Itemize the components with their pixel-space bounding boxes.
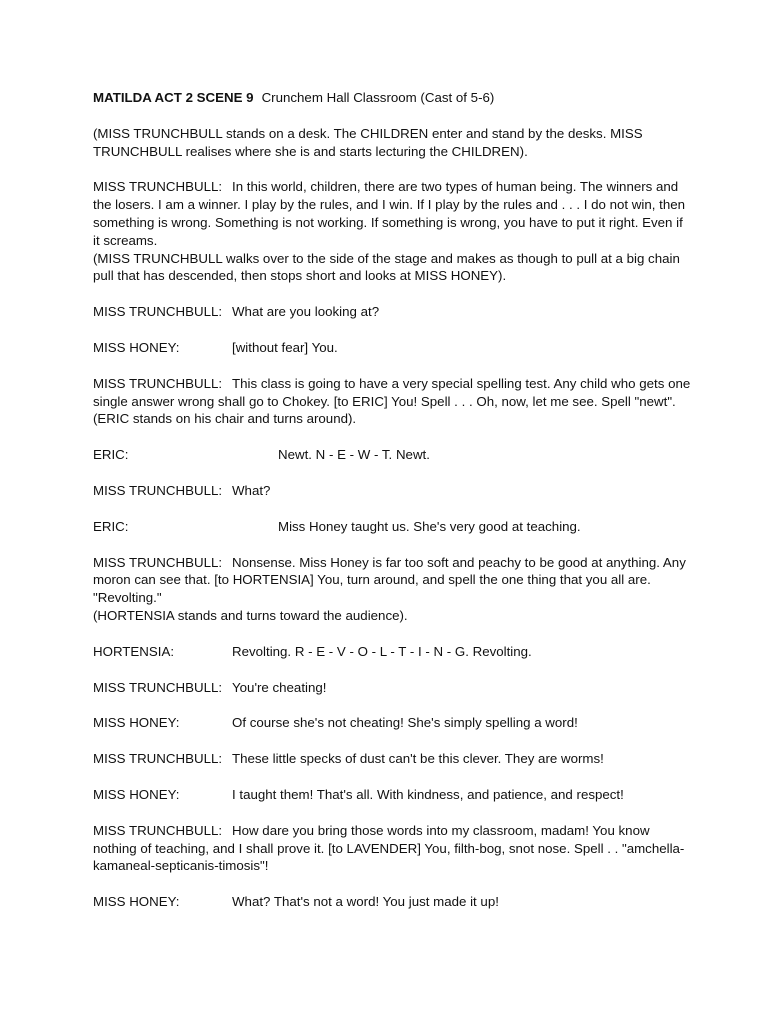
line-text: In this world, children, there are two types of human being. The winners and the losers. I am a winner. I play by the rules, and I win. If I play by the rules and . . . I do not win, then something is wrong. Something is not working. If something is wrong, you have to put it right. Even if it screams.: [93, 179, 686, 248]
dialogue-text: [93, 679, 693, 697]
line-text: How dare you bring those words into my classroom, madam! You know nothing of teaching, and I shall prove it. [to LAVENDER] You, filth-bog, snot nose. Spell . . "amchella-kamaneal-septicanis-timosis"!: [93, 822, 685, 874]
dialogue-line: [93, 339, 693, 357]
dialogue-line: [93, 750, 693, 768]
speaker-name: MISS HONEY:: [93, 894, 180, 910]
speaker-name: ERIC:: [93, 447, 129, 463]
stage-direction-text: (HORTENSIA stands and turns toward the audience).: [93, 607, 408, 623]
line-text: What are you looking at?: [232, 304, 380, 320]
line-text: These little specks of dust can't be this clever. They are worms!: [232, 751, 604, 767]
dialogue-line: [93, 714, 693, 732]
dialogue-line: [93, 518, 693, 536]
dialogue-line: [93, 679, 693, 697]
line-text: I taught them! That's all. With kindness, and patience, and respect!: [232, 786, 624, 802]
dialogue-text: [93, 714, 693, 732]
speaker-name: MISS HONEY:: [93, 715, 180, 731]
dialogue-line: [93, 446, 693, 464]
stage-direction-text: (MISS TRUNCHBULL walks over to the side of the stage and makes as though to pull at a big chain pull that has descended, then stops short and looks at MISS HONEY).: [93, 250, 680, 284]
dialogue-text: [93, 786, 693, 804]
line-text: Nonsense. Miss Honey is far too soft and peachy to be good at anything. Any moron can see that. [to HORTENSIA] You, turn around, and spell the one thing that you all are. "Revolting.": [93, 554, 686, 606]
line-text: Miss Honey taught us. She's very good at teaching.: [278, 518, 581, 534]
stage-direction-text: (MISS TRUNCHBULL stands on a desk. The CHILDREN enter and stand by the desks. MISS TRUNCHBULL realises where she is and starts lecturing the CHILDREN).: [93, 125, 643, 159]
dialogue-text: [93, 822, 693, 875]
scene-title: MATILDA ACT 2 SCENE 9: [93, 90, 254, 105]
speaker-name: MISS TRUNCHBULL:: [93, 822, 223, 838]
dialogue-line: [93, 786, 693, 804]
line-text: [without fear] You.: [232, 339, 338, 355]
dialogue-line: [93, 893, 693, 911]
dialogue-text: [93, 750, 693, 768]
speaker-name: MISS TRUNCHBULL:: [93, 375, 223, 391]
line-text: What? That's not a word! You just made it up!: [232, 894, 499, 910]
dialogue-line: [93, 303, 693, 321]
dialogue-text: [93, 339, 693, 357]
line-text: This class is going to have a very special spelling test. Any child who gets one single answer wrong shall go to Chokey. [to ERIC] You! Spell . . . Oh, now, let me see. Spell "newt".: [93, 375, 691, 409]
line-text: You're cheating!: [232, 679, 327, 695]
speaker-name: MISS HONEY:: [93, 786, 180, 802]
dialogue-line: [93, 822, 693, 875]
scene-heading: [93, 89, 693, 107]
stage-direction: [93, 125, 693, 161]
speaker-name: MISS TRUNCHBULL:: [93, 554, 223, 570]
speaker-name: MISS TRUNCHBULL:: [93, 179, 223, 195]
dialogue-text: [93, 554, 693, 607]
line-text: What?: [232, 482, 271, 498]
script-page: [93, 89, 693, 929]
speaker-name: MISS TRUNCHBULL:: [93, 751, 223, 767]
scene-setting: Crunchem Hall Classroom (Cast of 5-6): [261, 90, 495, 105]
dialogue-text: [93, 643, 693, 661]
dialogue-text: [93, 446, 693, 464]
dialogue-text: [93, 482, 693, 500]
speaker-name: MISS TRUNCHBULL:: [93, 304, 223, 320]
stage-direction-text: (ERIC stands on his chair and turns around).: [93, 411, 357, 427]
speaker-name: MISS HONEY:: [93, 339, 180, 355]
speaker-name: ERIC:: [93, 518, 129, 534]
dialogue-line: [93, 643, 693, 661]
dialogue-line: [93, 554, 693, 625]
dialogue-text: [93, 303, 693, 321]
line-text: Revolting. R - E - V - O - L - T - I - N - G. Revolting.: [232, 643, 532, 659]
dialogue-text: [93, 178, 693, 249]
speaker-name: MISS TRUNCHBULL:: [93, 482, 223, 498]
speaker-name: HORTENSIA:: [93, 643, 175, 659]
line-text: Of course she's not cheating! She's simply spelling a word!: [232, 715, 578, 731]
dialogue-line: [93, 178, 693, 285]
dialogue-text: [93, 375, 693, 411]
dialogue-line: [93, 482, 693, 500]
dialogue-text: [93, 893, 693, 911]
line-text: Newt. N - E - W - T. Newt.: [278, 447, 430, 463]
dialogue-line: [93, 375, 693, 428]
speaker-name: MISS TRUNCHBULL:: [93, 679, 223, 695]
dialogue-text: [93, 518, 693, 536]
